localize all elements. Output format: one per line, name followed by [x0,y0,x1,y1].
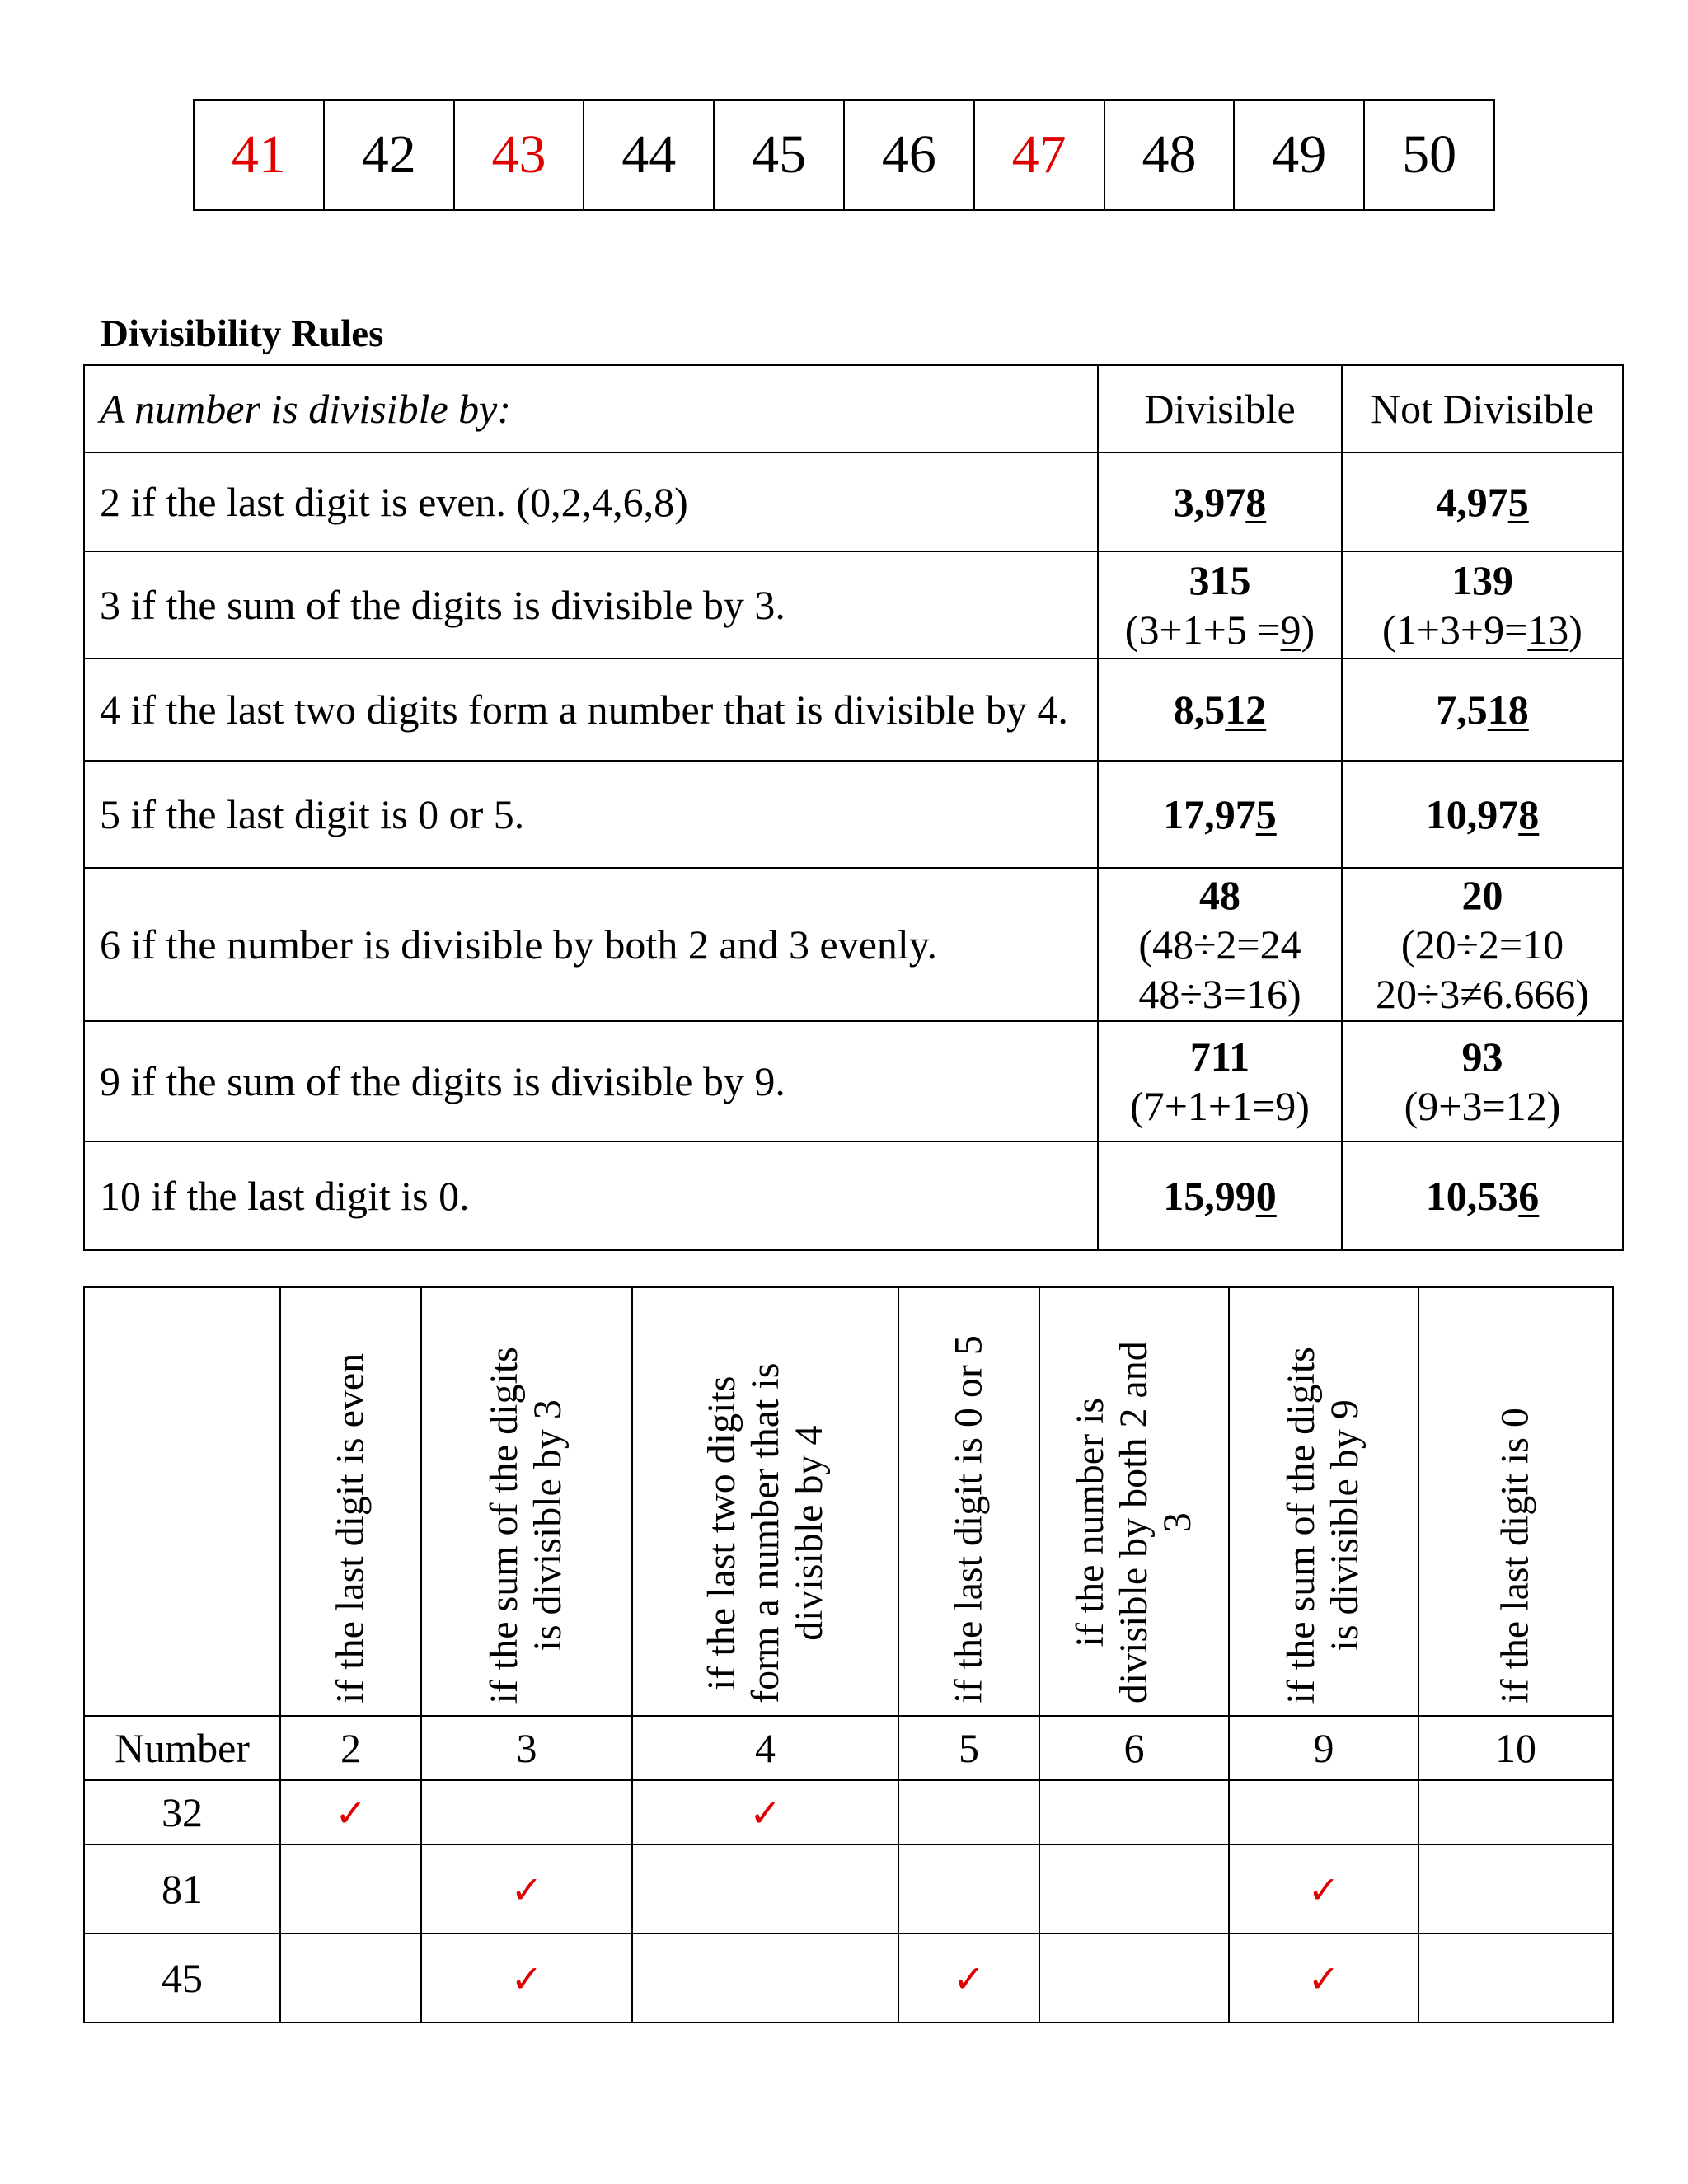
check-row [84,1844,1613,1933]
check-cell [898,1780,1039,1844]
not-divisible-example [1342,1021,1623,1141]
example-number-part: 3,97 [1173,479,1246,525]
example-number-part: 139 [1451,557,1513,603]
rotated-rule-header [1418,1287,1613,1716]
strip-number-cell: 43 [454,100,584,210]
example-number [1343,477,1622,527]
example-calculation: 20÷3≠6.666) [1375,971,1590,1017]
strip-number-cell: 44 [584,100,714,210]
example-number [1343,1171,1622,1221]
strip-number-cell: 46 [844,100,974,210]
divisor-cell: 2 [280,1716,421,1780]
strip-number-cell: 45 [714,100,844,210]
check-cell [1229,1933,1418,2022]
check-cell [1229,1780,1418,1844]
rotated-rule-header [898,1287,1039,1716]
example-number-part: 48 [1199,872,1240,918]
rules-header-row [84,365,1623,452]
check-cell [1039,1933,1229,2022]
check-cell [280,1780,421,1844]
rules-row [84,452,1623,551]
divisible-example [1098,761,1342,868]
rule-text: 9 if the sum of the digits is divisible by 9. [84,1021,1098,1141]
example-underlined-digits: 5 [1507,479,1529,525]
example-number-part: 15,99 [1163,1173,1256,1219]
strip-number-cell: 42 [324,100,454,210]
example-calculation: (20÷2=10 [1400,921,1564,968]
empty-corner-cell [84,1287,280,1716]
rotated-rule-text: if the last two digits form a number that is divisible by 4 [699,1362,830,1704]
check-mark-icon: ✓ [335,1791,367,1835]
strip-number-cell: 41 [194,100,324,210]
example-number [1099,685,1341,734]
example-number-part: 711 [1189,1033,1250,1080]
check-cell [632,1780,898,1844]
rotated-rule-header [632,1287,898,1716]
rotated-rule-header [421,1287,632,1716]
not-divisible-example [1342,1141,1623,1250]
calc-underlined-sum: 13 [1527,607,1569,653]
example-number [1099,1032,1341,1081]
check-mark-icon: ✓ [1307,1957,1340,2001]
example-underlined-digits: 5 [1255,791,1277,837]
check-mark-icon: ✓ [953,1957,985,2001]
check-cell [898,1844,1039,1933]
rules-row [84,1141,1623,1250]
check-cell [421,1780,632,1844]
example-number-part: 10,97 [1425,791,1519,837]
example-number-part: 17,97 [1163,791,1256,837]
check-mark-icon: ✓ [510,1868,543,1912]
divisor-cell: 10 [1418,1716,1613,1780]
divisibility-check-table [83,1286,1614,2023]
example-underlined-digits: 0 [1255,1173,1277,1219]
example-number-part: 20 [1461,872,1503,918]
check-mark-icon: ✓ [749,1791,781,1835]
example-underlined-digits: 12 [1225,687,1267,733]
rules-title: Divisibility Rules [101,312,384,355]
rotated-rule-header [1039,1287,1229,1716]
check-row-number: 81 [84,1844,280,1933]
rule-text: 5 if the last digit is 0 or 5. [84,761,1098,868]
check-cell [1418,1780,1613,1844]
check-table-rule-row [84,1287,1613,1716]
calc-part: ) [1568,607,1582,653]
rules-header-not-divisible: Not Divisible [1342,365,1623,452]
divisible-example [1098,1021,1342,1141]
number-strip-row [194,100,1494,210]
example-underlined-digits: 6 [1518,1173,1540,1219]
rotated-rule-header [280,1287,421,1716]
check-cell [280,1844,421,1933]
example-number [1099,870,1341,920]
example-calculation: (48÷2=24 [1138,921,1301,968]
example-number-part: 315 [1189,557,1251,603]
not-divisible-example [1342,868,1623,1021]
example-number [1099,1171,1341,1221]
not-divisible-example [1342,452,1623,551]
rule-text: 10 if the last digit is 0. [84,1141,1098,1250]
rules-header-rule: A number is divisible by: [84,365,1098,452]
rules-row [84,658,1623,761]
example-number-part: 8,5 [1173,687,1226,733]
rotated-rule-text: if the number is divisible by both 2 and 3 [1067,1340,1199,1704]
divisor-cell: 9 [1229,1716,1418,1780]
rotated-rule-text: if the sum of the digits is divisible by 9 [1279,1347,1367,1704]
rotated-rule-text: if the last digit is even [328,1352,373,1704]
rules-header-divisible: Divisible [1098,365,1342,452]
check-cell [1418,1933,1613,2022]
example-calculation [1099,605,1341,654]
rotated-rule-text: if the last digit is 0 or 5 [946,1335,991,1704]
rotated-rule-header [1229,1287,1418,1716]
check-cell [1229,1844,1418,1933]
calc-part: (3+1+5 = [1124,607,1281,653]
check-row-number: 45 [84,1933,280,2022]
example-calculation: 48÷3=16) [1138,971,1301,1017]
check-cell [280,1933,421,2022]
example-number [1099,790,1341,839]
rule-text: 2 if the last digit is even. (0,2,4,6,8) [84,452,1098,551]
example-number [1343,555,1622,605]
example-number [1343,790,1622,839]
check-cell [632,1933,898,2022]
check-row [84,1780,1613,1844]
strip-number-cell: 48 [1104,100,1235,210]
check-cell [898,1933,1039,2022]
check-cell [1418,1844,1613,1933]
rotated-rule-text: if the last digit is 0 [1493,1408,1537,1704]
calc-underlined-sum: 9 [1280,607,1301,653]
example-number [1099,477,1341,527]
example-calculation: (9+3=12) [1404,1083,1561,1129]
check-mark-icon: ✓ [1307,1868,1340,1912]
rule-text: 4 if the last two digits form a number that is divisible by 4. [84,658,1098,761]
rotated-rule-text: if the sum of the digits is divisible by 3 [482,1347,570,1704]
divisor-cell: 5 [898,1716,1039,1780]
strip-number-cell: 50 [1364,100,1494,210]
check-mark-icon: ✓ [510,1957,543,2001]
strip-number-cell: 49 [1234,100,1364,210]
example-number-part: 7,5 [1436,687,1488,733]
example-calculation: (7+1+1=9) [1130,1083,1310,1129]
divisor-cell: 3 [421,1716,632,1780]
check-cell [421,1844,632,1933]
check-row-number: 32 [84,1780,280,1844]
number-strip [193,99,1495,211]
example-number [1343,1032,1622,1081]
check-cell [421,1933,632,2022]
strip-number-cell: 47 [974,100,1104,210]
divisible-example [1098,551,1342,658]
check-cell [1039,1844,1229,1933]
example-underlined-digits: 8 [1518,791,1540,837]
not-divisible-example [1342,761,1623,868]
check-row [84,1933,1613,2022]
not-divisible-example [1342,551,1623,658]
not-divisible-example [1342,658,1623,761]
example-number [1099,555,1341,605]
example-calculation [1343,605,1622,654]
rules-row [84,551,1623,658]
rule-text: 3 if the sum of the digits is divisible by 3. [84,551,1098,658]
example-number [1343,685,1622,734]
check-cell [1039,1780,1229,1844]
rule-text: 6 if the number is divisible by both 2 and 3 evenly. [84,868,1098,1021]
divisor-cell: 4 [632,1716,898,1780]
divisible-example [1098,868,1342,1021]
example-number-part: 93 [1461,1033,1503,1080]
number-column-label: Number [84,1716,280,1780]
example-number [1343,870,1622,920]
calc-part: ) [1301,607,1315,653]
rules-row [84,761,1623,868]
rules-row [84,868,1623,1021]
divisible-example [1098,1141,1342,1250]
example-number-part: 10,53 [1425,1173,1519,1219]
example-underlined-digits: 18 [1487,687,1529,733]
example-underlined-digits: 8 [1245,479,1267,525]
divisor-row [84,1716,1613,1780]
rules-row [84,1021,1623,1141]
divisible-example [1098,658,1342,761]
divisor-cell: 6 [1039,1716,1229,1780]
calc-part: (1+3+9= [1382,607,1528,653]
divisible-example [1098,452,1342,551]
example-number-part: 4,97 [1436,479,1508,525]
divisibility-rules-table [83,364,1624,1251]
check-cell [632,1844,898,1933]
